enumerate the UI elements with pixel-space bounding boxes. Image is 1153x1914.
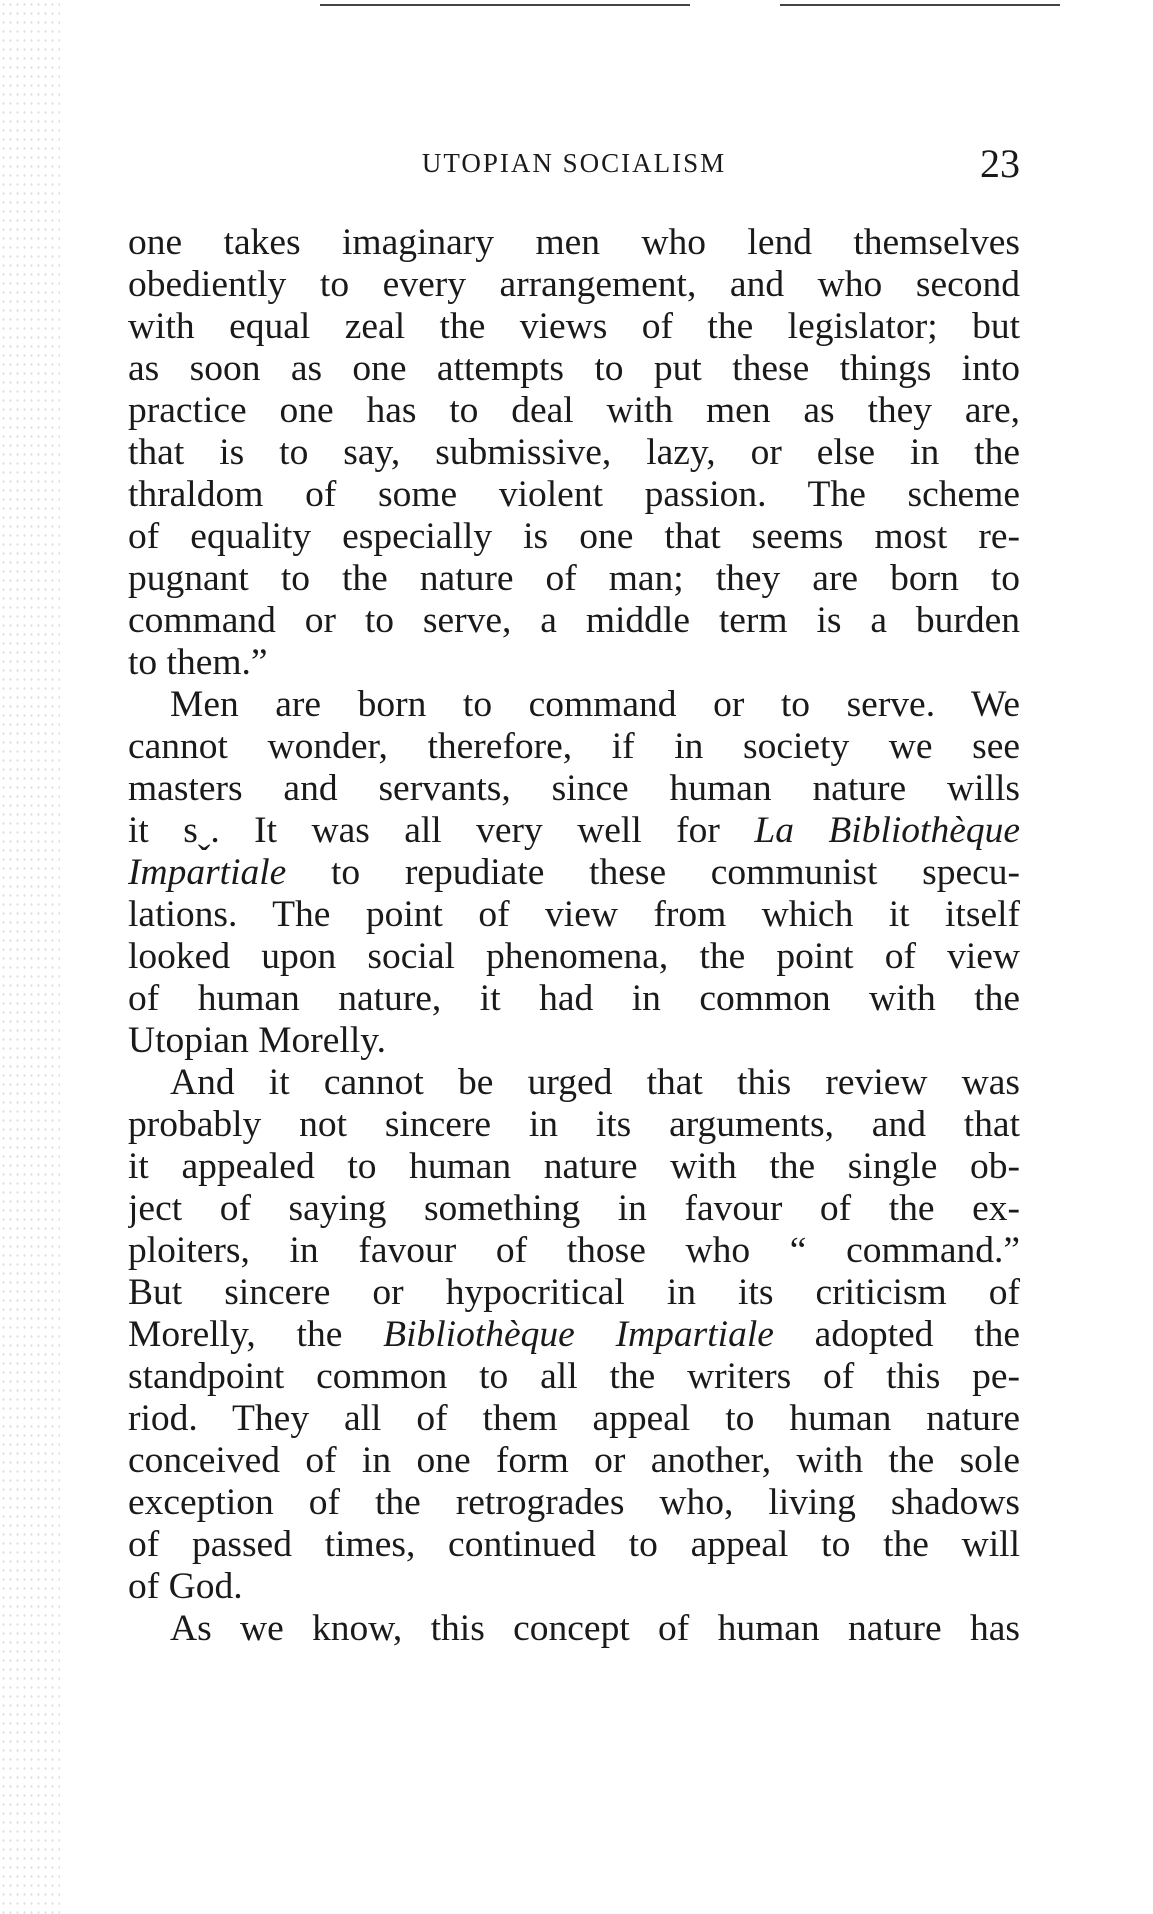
top-edge-rule xyxy=(780,4,1060,6)
text-line: of God. xyxy=(128,1566,243,1607)
text-line: that is to say, submissive, lazy, or else in the xyxy=(128,432,1020,473)
text-line: exception of the retrogrades who, living shadows xyxy=(128,1482,1020,1523)
italic-title: Impartiale xyxy=(128,852,287,893)
paragraph-3 xyxy=(128,1062,1020,1608)
running-title: UTOPIAN SOCIALISM xyxy=(421,148,727,178)
page-edge-texture xyxy=(0,0,60,1914)
text-line: conceived of in one form or another, with the sole xyxy=(128,1440,1020,1481)
text-line xyxy=(128,810,1020,852)
text-run: it sˬ. It was all very well for xyxy=(128,810,755,851)
top-edge-rule xyxy=(320,4,690,6)
text-line xyxy=(128,1314,1020,1356)
body-text xyxy=(128,222,1020,1650)
text-line xyxy=(128,852,1020,894)
text-line: of human nature, it had in common with the xyxy=(128,978,1020,1019)
text-line: And it cannot be urged that this review was xyxy=(170,1062,1020,1103)
text-line: of equality especially is one that seems most re- xyxy=(128,516,1020,557)
text-run: adopted the xyxy=(773,1314,1020,1355)
text-line: As we know, this concept of human nature has xyxy=(170,1608,1020,1649)
text-line: one takes imaginary men who lend themselves xyxy=(128,222,1020,263)
text-line: lations. The point of view from which it itself xyxy=(128,894,1020,935)
text-line: pugnant to the nature of man; they are born to xyxy=(128,558,1020,599)
text-line: looked upon social phenomena, the point of view xyxy=(128,936,1020,977)
text-run: to repudiate these communist specu- xyxy=(286,852,1020,893)
text-line: ject of saying something in favour of the ex- xyxy=(128,1188,1020,1229)
page-number: 23 xyxy=(980,141,1020,186)
text-line: practice one has to deal with men as they are, xyxy=(128,390,1020,431)
text-line: command or to serve, a middle term is a burden xyxy=(128,600,1020,641)
text-run: Morelly, the xyxy=(128,1314,384,1355)
text-line: Men are born to command or to serve. We xyxy=(170,684,1020,725)
paragraph-2 xyxy=(128,684,1020,1062)
text-line: of passed times, continued to appeal to the will xyxy=(128,1524,1020,1565)
text-line: Utopian Morelly. xyxy=(128,1020,386,1061)
text-line: standpoint common to all the writers of this pe- xyxy=(128,1356,1020,1397)
text-line: probably not sincere in its arguments, and that xyxy=(128,1104,1020,1145)
text-line: But sincere or hypocritical in its criticism of xyxy=(128,1272,1020,1313)
running-head xyxy=(128,140,1020,190)
italic-title: La Bibliothèque xyxy=(754,810,1020,851)
text-line: it appealed to human nature with the single ob- xyxy=(128,1146,1020,1187)
text-line: riod. They all of them appeal to human nature xyxy=(128,1398,1020,1439)
text-line: masters and servants, since human nature wills xyxy=(128,768,1020,809)
paragraph-1 xyxy=(128,222,1020,684)
text-line: thraldom of some violent passion. The scheme xyxy=(128,474,1020,515)
text-line: ploiters, in favour of those who “ command.” xyxy=(128,1230,1020,1271)
text-line: with equal zeal the views of the legislator; but xyxy=(128,306,1020,347)
text-line: as soon as one attempts to put these things into xyxy=(128,348,1020,389)
text-line: to them.” xyxy=(128,642,268,683)
text-line: obediently to every arrangement, and who second xyxy=(128,264,1020,305)
paragraph-4 xyxy=(128,1608,1020,1650)
italic-title: Bibliothèque Impartiale xyxy=(383,1314,774,1355)
text-line: cannot wonder, therefore, if in society we see xyxy=(128,726,1020,767)
